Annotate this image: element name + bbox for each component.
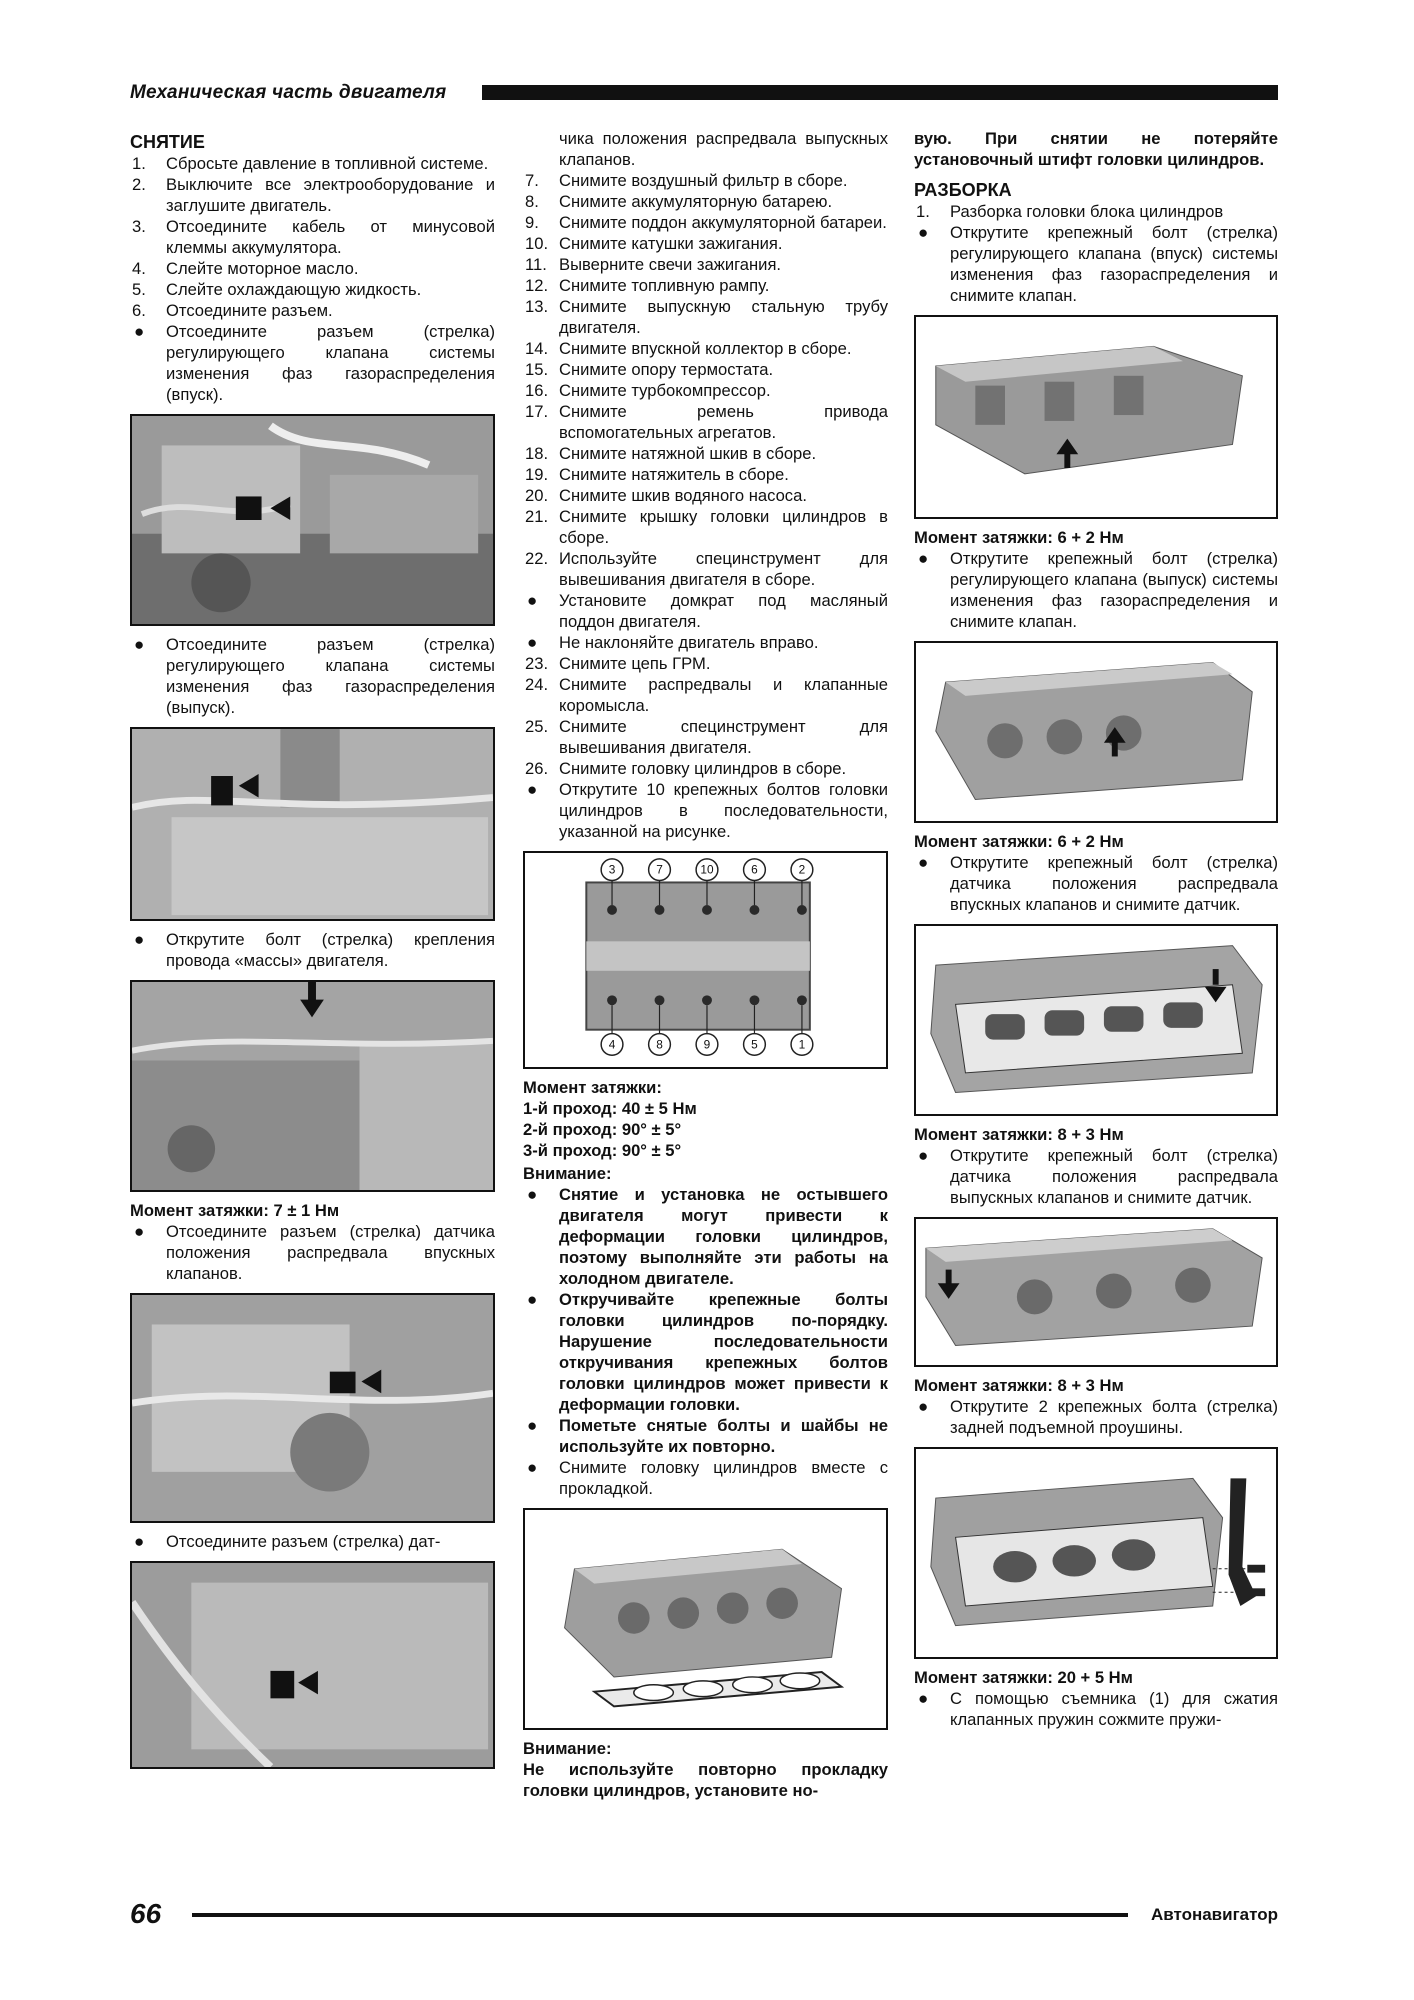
cylinder-head-diagram: [525, 853, 886, 1067]
warning-item: ● Снятие и установка не остывшего двигателя могут привести к деформации головки цилиндров, поэтому выполняйте эти работы на холодном двигателе.: [527, 1185, 888, 1288]
list-item: ● Отсоедините разъем (стрелка) регулирующего клапана системы изменения фаз газораспределения (выпуск).: [134, 635, 495, 717]
torque-spec: Момент затяжки: 8 + 3 Нм: [914, 1376, 1124, 1395]
list-item: 13. Снимите выпускную стальную трубу двигателя.: [525, 297, 888, 337]
bolt-label: 6: [751, 862, 758, 877]
list-item: 21. Снимите крышку головки цилиндров в сборе.: [525, 507, 888, 547]
footer-bar: [192, 1913, 1128, 1917]
bolt-label: 8: [656, 1037, 663, 1052]
figure-ground-wire-bolt: [130, 980, 495, 1192]
list-item: 17. Снимите ремень привода вспомогательных агрегатов.: [525, 402, 888, 442]
figure-intake-cam-sensor-bolt: [914, 924, 1278, 1116]
list-item: ● Открутите болт (стрелка) крепления провода «массы» двигателя.: [134, 930, 495, 970]
column-1: [130, 128, 495, 1777]
arrow-icon: [308, 982, 316, 1002]
list-item: 1. Сбросьте давление в топливной системе.: [132, 154, 489, 173]
engine-photo: [132, 729, 493, 919]
warning-item: ● Пометьте снятые болты и шайбы не используйте их повторно.: [527, 1416, 888, 1456]
attention-label: Внимание:: [523, 1164, 612, 1183]
figure-intake-valve-connector: [130, 414, 495, 626]
removal-list-continued: [523, 170, 888, 842]
list-item-continued: чика положения распредвала выпускных клапанов.: [559, 129, 888, 169]
heading-disassembly: РАЗБОРКА: [914, 180, 1012, 200]
figure-intake-cam-sensor: [130, 1293, 495, 1523]
list-item: 15. Снимите опору термостата.: [525, 360, 774, 379]
engine-photo: [132, 982, 493, 1190]
engine-photo: [132, 416, 493, 624]
list-item: 3. Отсоедините кабель от минусовой клеммы аккумулятора.: [132, 217, 495, 257]
list-item: 8. Снимите аккумуляторную батарею.: [525, 192, 833, 211]
torque-spec: Момент затяжки: 6 + 2 Нм: [914, 832, 1124, 851]
page-number: 66: [130, 1898, 162, 1929]
list-item: 2. Выключите все электрооборудование и заглушите двигатель.: [132, 175, 495, 215]
list-item: 6. Отсоедините разъем.: [132, 301, 333, 320]
list-item: ● Открутите крепежный болт (стрелка) регулирующего клапана (выпуск) системы изменения фаз газораспределения и снимите клапан.: [918, 549, 1278, 631]
publisher-name: Автонавигатор: [1150, 1905, 1278, 1924]
list-item: 7. Снимите воздушный фильтр в сборе.: [525, 171, 848, 190]
list-item: 23. Снимите цепь ГРМ.: [525, 654, 711, 673]
section-title: Механическая часть двигателя: [130, 82, 447, 103]
list-item: 5. Слейте охлаждающую жидкость.: [132, 280, 422, 299]
list-item: 14. Снимите впускной коллектор в сборе.: [525, 339, 852, 358]
list-item: ● Снимите головку цилиндров вместе с прокладкой.: [527, 1458, 888, 1498]
list-item: 11. Выверните свечи зажигания.: [525, 255, 782, 274]
list-item: ● Открутите крепежный болт (стрелка) датчика положения распредвала впускных клапанов и снимите датчик.: [918, 853, 1278, 914]
list-item: 25. Снимите специнструмент для вывешивания двигателя.: [525, 717, 888, 757]
continued-text: вую. При снятии не потеряйте установочный штифт головки цилиндров.: [914, 129, 1278, 169]
figure-exhaust-cam-sensor: [130, 1561, 495, 1769]
list-item: ● Установите домкрат под масляный поддон двигателя.: [527, 591, 888, 631]
figure-head-with-gasket: [523, 1508, 888, 1730]
arrow-icon: [1112, 741, 1118, 757]
bolt-label: 3: [608, 862, 616, 877]
arrow-icon: [1213, 969, 1219, 985]
list-item: 1. Разборка головки блока цилиндров: [916, 202, 1224, 221]
list-item: 22. Используйте специнструмент для вывешивания двигателя в сборе.: [525, 549, 888, 589]
warning-item: ● Откручивайте крепежные болты головки цилиндров по-порядку. Нарушение последовательности откручивания крепежных болтов головки цилиндров может привести к деформации головки.: [527, 1290, 888, 1414]
list-item: ● Отсоедините разъем (стрелка) датчика положения распредвала впускных клапанов.: [134, 1222, 495, 1283]
bolt-label: 1: [798, 1037, 806, 1052]
column-2: [523, 128, 888, 1801]
torque-spec: Момент затяжки: 20 + 5 Нм: [914, 1668, 1133, 1687]
arrow-icon: [1064, 452, 1070, 468]
page-footer: [130, 1898, 1278, 1932]
bolt-label: 4: [608, 1037, 616, 1052]
bolt-label: 5: [751, 1037, 758, 1052]
bolt-label: 9: [703, 1037, 711, 1052]
list-item: 24. Снимите распредвалы и клапанные коромысла.: [525, 675, 888, 715]
torque-spec: Момент затяжки: 1-й проход: 40 ± 5 Нм 2-й проход: 90° ± 5° 3-й проход: 90° ± 5°: [523, 1078, 697, 1160]
list-item: 26. Снимите головку цилиндров в сборе.: [525, 759, 847, 778]
engine-photo: [132, 1295, 493, 1521]
list-item: ● Отсоедините разъем (стрелка) регулирующего клапана системы изменения фаз газораспределения (впуск).: [134, 322, 495, 404]
cylinder-head-photo: [916, 926, 1276, 1114]
header-bar: [482, 85, 1278, 100]
list-item: ● Не наклоняйте двигатель вправо.: [527, 633, 819, 652]
bolt-label: 7: [656, 862, 663, 877]
figure-lifting-eye: [914, 1447, 1278, 1659]
cylinder-head-photo: [916, 643, 1276, 821]
figure-exhaust-ocv: [914, 641, 1278, 823]
list-item: 20. Снимите шкив водяного насоса.: [525, 486, 807, 505]
figure-exhaust-valve-connector: [130, 727, 495, 921]
attention-label: Внимание:: [523, 1739, 612, 1758]
list-item: 19. Снимите натяжитель в сборе.: [525, 465, 789, 484]
bolt-label: 10: [700, 862, 714, 877]
cylinder-head-photo: [916, 1449, 1276, 1657]
list-item: 10. Снимите катушки зажигания.: [525, 234, 783, 253]
list-item: 16. Снимите турбокомпрессор.: [525, 381, 771, 400]
arrow-icon: [946, 1270, 952, 1286]
figure-intake-ocv: [914, 315, 1278, 519]
list-item: ● Открутите 2 крепежных болта (стрелка) задней подъемной проушины.: [918, 1397, 1278, 1437]
torque-spec: Момент затяжки: 8 + 3 Нм: [914, 1125, 1124, 1144]
lifting-eye: [1229, 1478, 1257, 1606]
list-item: ● Открутите крепежный болт (стрелка) регулирующего клапана (впуск) системы изменения фаз газораспределения и снимите клапан.: [918, 223, 1278, 305]
list-item: ● Отсоедините разъем (стрелка) дат-: [134, 1532, 441, 1551]
list-item: 4. Слейте моторное масло.: [132, 259, 359, 278]
attention-text: Не используйте повторно прокладку головки цилиндров, установите но-: [523, 1760, 888, 1800]
list-item: ● С помощью съемника (1) для сжатия клапанных пружин сожмите пружи-: [918, 1689, 1278, 1729]
figure-bolt-sequence: [523, 851, 888, 1069]
list-item: ● Открутите 10 крепежных болтов головки цилиндров в последовательности, указанной на рисунке.: [527, 780, 888, 841]
list-item: 18. Снимите натяжной шкив в сборе.: [525, 444, 817, 463]
heading-removal: СНЯТИЕ: [130, 132, 205, 152]
cylinder-head-photo: [916, 1219, 1276, 1365]
column-3: [914, 128, 1278, 1730]
torque-spec: Момент затяжки: 6 + 2 Нм: [914, 528, 1124, 547]
figure-exhaust-cam-sensor-bolt: [914, 1217, 1278, 1367]
list-item: 12. Снимите топливную рампу.: [525, 276, 770, 295]
page-header: [130, 82, 1278, 106]
removal-list: [130, 153, 495, 405]
engine-photo: [132, 1563, 493, 1767]
cylinder-head-photo: [916, 317, 1276, 517]
cylinder-head-photo: [525, 1510, 886, 1728]
list-item: 9. Снимите поддон аккумуляторной батареи.: [525, 213, 887, 232]
list-item: ● Открутите крепежный болт (стрелка) датчика положения распредвала выпускных клапанов и снимите датчик.: [918, 1146, 1278, 1207]
torque-spec: Момент затяжки: 7 ± 1 Нм: [130, 1201, 340, 1220]
bolt-label: 2: [798, 862, 806, 877]
